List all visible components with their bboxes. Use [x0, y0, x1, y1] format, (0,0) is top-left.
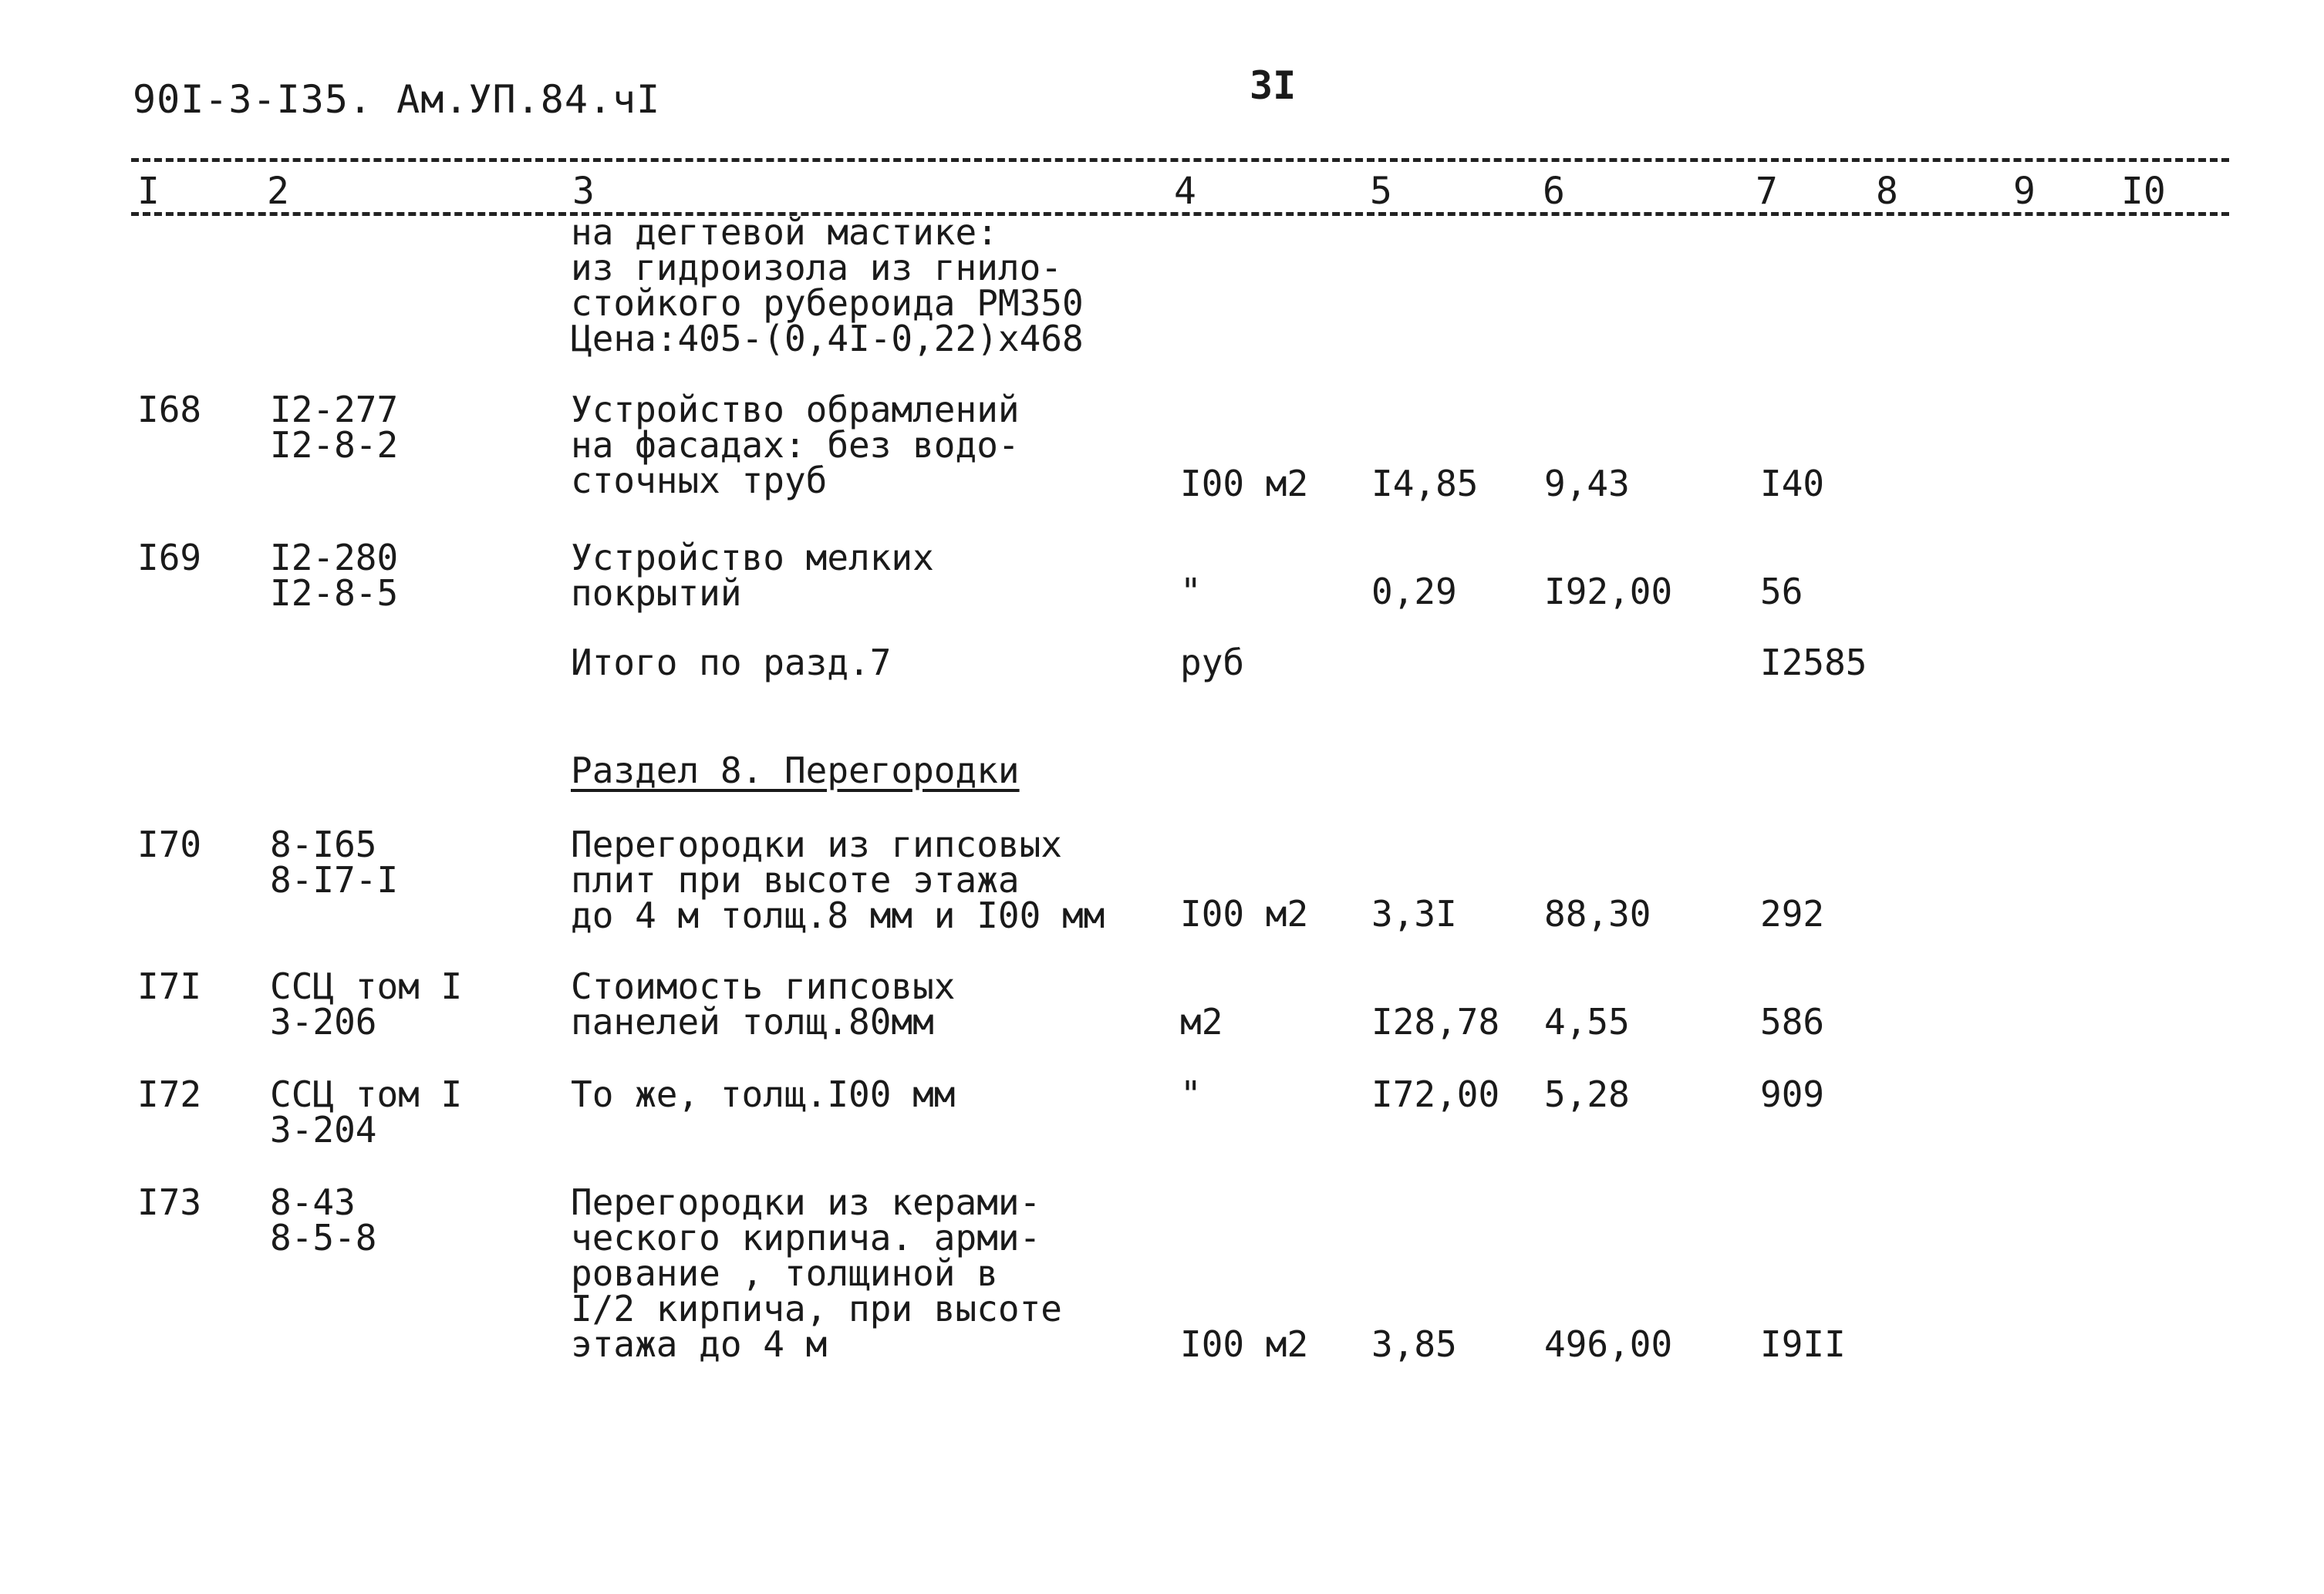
unit-price: 88,30: [1544, 893, 1651, 935]
row-number: I72: [137, 1073, 202, 1115]
col-number-2: 2: [267, 170, 289, 213]
work-description: Перегородки из керами- ческого кирпича. арми- рование , толщиной в I/2 кирпича, при высоте этажа до 4 м: [571, 1181, 1062, 1365]
quantity: I72,00: [1371, 1073, 1500, 1115]
row-number: I68: [137, 389, 202, 430]
row-number: I70: [137, 824, 202, 865]
continuation-text: на дегтевой мастике: из гидроизола из гнило- стойкого рубероида РМ350 Цена:405-(0,4I-0,22)x468: [571, 211, 1084, 359]
norm-code: ССЦ том I 3-206: [270, 965, 463, 1043]
row-number: I7I: [137, 965, 202, 1007]
total-cost: 56: [1760, 571, 1803, 612]
unit-price: I92,00: [1544, 571, 1673, 612]
total-cost: I40: [1760, 463, 1825, 504]
unit: ": [1180, 1073, 1202, 1115]
quantity: 0,29: [1371, 571, 1457, 612]
quantity: 3,85: [1371, 1323, 1457, 1365]
unit: м2: [1180, 1001, 1223, 1043]
row-number: I73: [137, 1181, 202, 1223]
row-number: I69: [137, 537, 202, 578]
col-number-1: I: [137, 170, 160, 213]
section-title: Раздел 8. Перегородки: [571, 750, 1020, 791]
norm-code: 8-43 8-5-8: [270, 1181, 377, 1259]
col-number-5: 5: [1370, 170, 1392, 213]
total-cost: 586: [1760, 1001, 1825, 1043]
document-code: 90I-3-I35. Ам.УП.84.чI: [133, 77, 661, 122]
unit-price: 496,00: [1544, 1323, 1673, 1365]
unit: I00 м2: [1180, 893, 1309, 935]
total-cost: 909: [1760, 1073, 1825, 1115]
col-number-8: 8: [1876, 170, 1898, 213]
subtotal-label: Итого по разд.7: [571, 642, 892, 683]
subtotal-total: I2585: [1760, 642, 1867, 683]
work-description: Перегородки из гипсовых плит при высоте этажа до 4 м толщ.8 мм и I00 мм: [571, 824, 1105, 936]
col-number-6: 6: [1543, 170, 1565, 213]
unit-price: 4,55: [1544, 1001, 1630, 1043]
col-number-9: 9: [2013, 170, 2036, 213]
unit: ": [1180, 571, 1202, 612]
quantity: I4,85: [1371, 463, 1479, 504]
total-cost: I9II: [1760, 1323, 1846, 1365]
work-description: Устройство обрамлений на фасадах: без водо- сточных труб: [571, 389, 1020, 501]
norm-code: 8-I65 8-I7-I: [270, 824, 399, 901]
unit: I00 м2: [1180, 463, 1309, 504]
total-cost: 292: [1760, 893, 1825, 935]
unit: I00 м2: [1180, 1323, 1309, 1365]
subtotal-unit: руб: [1180, 642, 1245, 683]
work-description: Устройство мелких покрытий: [571, 537, 934, 614]
norm-code: ССЦ том I 3-204: [270, 1073, 463, 1151]
unit-price: 9,43: [1544, 463, 1630, 504]
quantity: I28,78: [1371, 1001, 1500, 1043]
col-number-7: 7: [1756, 170, 1778, 213]
work-description: Стоимость гипсовых панелей толщ.80мм: [571, 965, 956, 1043]
work-description: То же, толщ.I00 мм: [571, 1073, 956, 1115]
col-number-4: 4: [1174, 170, 1196, 213]
quantity: 3,3I: [1371, 893, 1457, 935]
unit-price: 5,28: [1544, 1073, 1630, 1115]
norm-code: I2-280 I2-8-5: [270, 537, 399, 614]
header-rule-top: [131, 158, 2229, 162]
page-number: 3I: [1250, 63, 1297, 108]
col-number-10: I0: [2121, 170, 2166, 213]
col-number-3: 3: [572, 170, 595, 213]
norm-code: I2-277 I2-8-2: [270, 389, 399, 466]
